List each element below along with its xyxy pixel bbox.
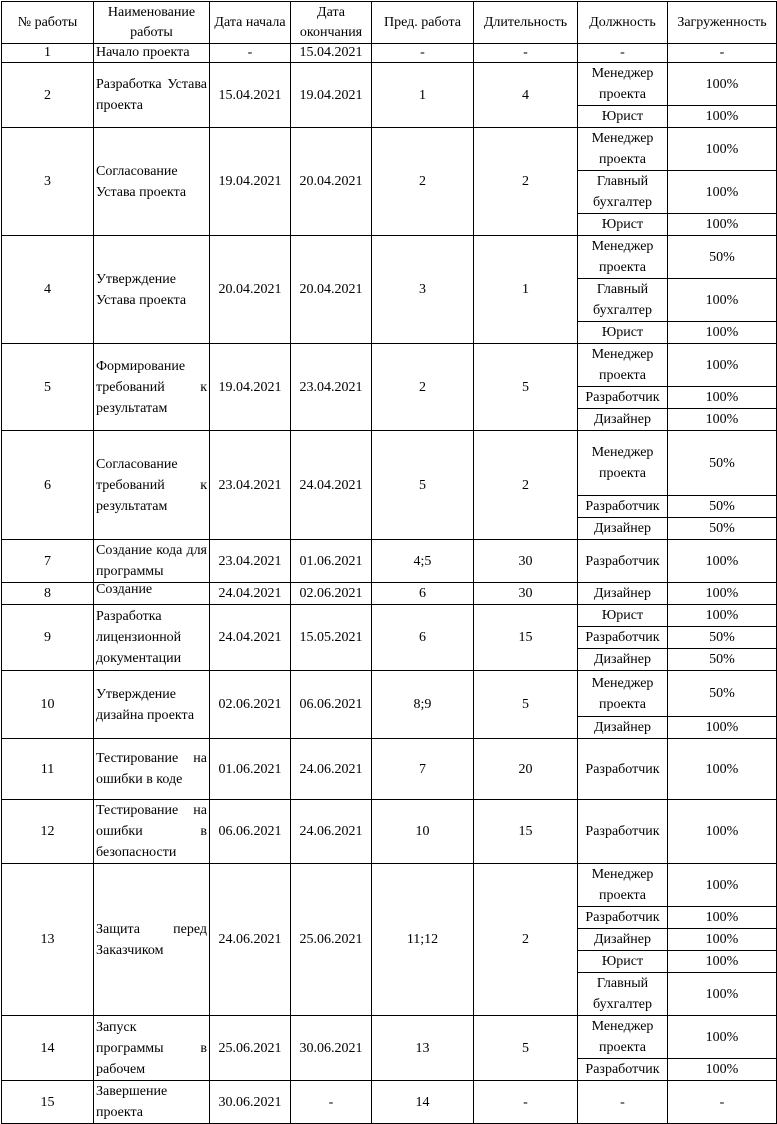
duration: -: [474, 44, 578, 63]
end-date: 19.04.2021: [291, 63, 372, 128]
end-date: 23.04.2021: [291, 344, 372, 431]
role: Менеджер проекта: [578, 236, 668, 279]
load: 100%: [668, 739, 777, 800]
start-date: 19.04.2021: [210, 128, 291, 236]
predecessor: 6: [372, 583, 474, 605]
role: Менеджер проекта: [578, 344, 668, 387]
duration: 5: [474, 344, 578, 431]
role: Менеджер проекта: [578, 864, 668, 907]
start-date: 30.06.2021: [210, 1081, 291, 1124]
end-date: 15.05.2021: [291, 605, 372, 671]
duration: 15: [474, 800, 578, 864]
header-row: [2, 2, 777, 44]
work-number: 2: [2, 63, 94, 128]
end-date: 02.06.2021: [291, 583, 372, 605]
role: Дизайнер: [578, 649, 668, 671]
load: 100%: [668, 128, 777, 171]
end-date: 24.06.2021: [291, 800, 372, 864]
role: -: [578, 1081, 668, 1124]
role: Юрист: [578, 106, 668, 128]
work-number: 4: [2, 236, 94, 344]
work-name: Завершение проекта: [94, 1081, 210, 1124]
role: Разработчик: [578, 800, 668, 864]
predecessor: 2: [372, 128, 474, 236]
predecessor: 11;12: [372, 864, 474, 1016]
table-row: [2, 800, 777, 864]
table-row: [2, 344, 777, 387]
load: 50%: [668, 671, 777, 717]
role: Разработчик: [578, 907, 668, 929]
load: 100%: [668, 800, 777, 864]
predecessor: 4;5: [372, 540, 474, 583]
predecessor: 6: [372, 605, 474, 671]
role: Главный бухгалтер: [578, 973, 668, 1016]
load: 50%: [668, 496, 777, 518]
work-name: Разработка Устава проекта: [94, 63, 210, 128]
header-role: Должность: [578, 2, 668, 44]
work-number: 10: [2, 671, 94, 739]
role: Юрист: [578, 214, 668, 236]
role: Разработчик: [578, 387, 668, 409]
load: 100%: [668, 929, 777, 951]
role: Дизайнер: [578, 583, 668, 605]
role: Дизайнер: [578, 518, 668, 540]
load: 100%: [668, 344, 777, 387]
header-pred: Пред. работа: [372, 2, 474, 44]
role: Менеджер проекта: [578, 431, 668, 496]
start-date: 06.06.2021: [210, 800, 291, 864]
header-num: № работы: [2, 2, 94, 44]
table-row: [2, 671, 777, 717]
work-number: 15: [2, 1081, 94, 1124]
work-name: Запуск программы в рабочем: [94, 1016, 210, 1081]
duration: 15: [474, 605, 578, 671]
table-row: [2, 605, 777, 627]
duration: 4: [474, 63, 578, 128]
work-number: 9: [2, 605, 94, 671]
table-row: [2, 63, 777, 106]
duration: -: [474, 1081, 578, 1124]
role: Разработчик: [578, 627, 668, 649]
work-number: 7: [2, 540, 94, 583]
role: Юрист: [578, 951, 668, 973]
load: 100%: [668, 409, 777, 431]
work-name: [94, 583, 210, 605]
load: 50%: [668, 649, 777, 671]
load: 50%: [668, 431, 777, 496]
load: -: [668, 44, 777, 63]
duration: 30: [474, 583, 578, 605]
predecessor: 14: [372, 1081, 474, 1124]
work-name: Создание кода для программы: [94, 540, 210, 583]
end-date: 15.04.2021: [291, 44, 372, 63]
role: Дизайнер: [578, 409, 668, 431]
end-date: 30.06.2021: [291, 1016, 372, 1081]
work-name: Разработка лицензионной документации: [94, 605, 210, 671]
role: Главный бухгалтер: [578, 171, 668, 214]
role: Менеджер проекта: [578, 671, 668, 717]
predecessor: 13: [372, 1016, 474, 1081]
work-name: Согласование Устава проекта: [94, 128, 210, 236]
work-name-text: Создание: [96, 583, 153, 597]
load: 100%: [668, 171, 777, 214]
end-date: 24.04.2021: [291, 431, 372, 540]
table-row: [2, 128, 777, 171]
role: Менеджер проекта: [578, 128, 668, 171]
duration: 2: [474, 431, 578, 540]
table-row: [2, 540, 777, 583]
load: 100%: [668, 279, 777, 322]
end-date: -: [291, 1081, 372, 1124]
table-row: [2, 1016, 777, 1059]
role: Менеджер проекта: [578, 1016, 668, 1059]
role: Дизайнер: [578, 929, 668, 951]
start-date: 15.04.2021: [210, 63, 291, 128]
table-row: [2, 864, 777, 907]
work-name: Тестирование на ошибки в коде: [94, 739, 210, 800]
work-number: 14: [2, 1016, 94, 1081]
table-row: [2, 44, 777, 63]
end-date: 25.06.2021: [291, 864, 372, 1016]
duration: 20: [474, 739, 578, 800]
role: Разработчик: [578, 540, 668, 583]
load: 100%: [668, 540, 777, 583]
header-load: Загруженность: [668, 2, 777, 44]
table-row: [2, 739, 777, 800]
predecessor: 3: [372, 236, 474, 344]
work-name: Начало проекта: [94, 44, 210, 63]
start-date: 19.04.2021: [210, 344, 291, 431]
end-date: 20.04.2021: [291, 128, 372, 236]
work-name: Защита перед Заказчиком: [94, 864, 210, 1016]
start-date: 24.04.2021: [210, 583, 291, 605]
end-date: 24.06.2021: [291, 739, 372, 800]
header-name: Наименование работы: [94, 2, 210, 44]
duration: 1: [474, 236, 578, 344]
work-number: 3: [2, 128, 94, 236]
table-row: [2, 431, 777, 496]
load: 100%: [668, 63, 777, 106]
predecessor: 8;9: [372, 671, 474, 739]
role: Дизайнер: [578, 717, 668, 739]
load: -: [668, 1081, 777, 1124]
table-row: [2, 1081, 777, 1124]
header-end: Дата окончания: [291, 2, 372, 44]
end-date: 01.06.2021: [291, 540, 372, 583]
table-body: [2, 44, 777, 1124]
work-number: 1: [2, 44, 94, 63]
load: 100%: [668, 605, 777, 627]
table-row: [2, 236, 777, 279]
role: Юрист: [578, 322, 668, 344]
start-date: 20.04.2021: [210, 236, 291, 344]
role: Разработчик: [578, 1059, 668, 1081]
start-date: 23.04.2021: [210, 540, 291, 583]
duration: 5: [474, 1016, 578, 1081]
role: Главный бухгалтер: [578, 279, 668, 322]
work-name: Тестирование на ошибки в безопасности: [94, 800, 210, 864]
load: 100%: [668, 583, 777, 605]
duration: 2: [474, 128, 578, 236]
start-date: 02.06.2021: [210, 671, 291, 739]
work-number: 5: [2, 344, 94, 431]
duration: 5: [474, 671, 578, 739]
role: Разработчик: [578, 496, 668, 518]
load: 50%: [668, 627, 777, 649]
predecessor: 5: [372, 431, 474, 540]
work-number: 13: [2, 864, 94, 1016]
header-start: Дата начала: [210, 2, 291, 44]
start-date: -: [210, 44, 291, 63]
predecessor: 7: [372, 739, 474, 800]
load: 100%: [668, 864, 777, 907]
load: 100%: [668, 907, 777, 929]
start-date: 25.06.2021: [210, 1016, 291, 1081]
work-schedule-table: [1, 1, 777, 1124]
load: 100%: [668, 1059, 777, 1081]
header-dur: Длительность: [474, 2, 578, 44]
predecessor: 10: [372, 800, 474, 864]
work-number: 8: [2, 583, 94, 605]
load: 100%: [668, 973, 777, 1016]
load: 100%: [668, 322, 777, 344]
load: 100%: [668, 717, 777, 739]
work-number: 11: [2, 739, 94, 800]
start-date: 23.04.2021: [210, 431, 291, 540]
load: 100%: [668, 1016, 777, 1059]
table-row: [2, 583, 777, 605]
role: Разработчик: [578, 739, 668, 800]
work-name: Формирование требований к результатам: [94, 344, 210, 431]
start-date: 01.06.2021: [210, 739, 291, 800]
end-date: 20.04.2021: [291, 236, 372, 344]
load: 100%: [668, 106, 777, 128]
work-number: 6: [2, 431, 94, 540]
end-date: 06.06.2021: [291, 671, 372, 739]
work-name: Утверждение дизайна проекта: [94, 671, 210, 739]
start-date: 24.04.2021: [210, 605, 291, 671]
predecessor: -: [372, 44, 474, 63]
load: 50%: [668, 518, 777, 540]
duration: 2: [474, 864, 578, 1016]
load: 100%: [668, 214, 777, 236]
role: Менеджер проекта: [578, 63, 668, 106]
work-name: Утверждение Устава проекта: [94, 236, 210, 344]
predecessor: 2: [372, 344, 474, 431]
start-date: 24.06.2021: [210, 864, 291, 1016]
load: 100%: [668, 951, 777, 973]
load: 100%: [668, 387, 777, 409]
work-number: 12: [2, 800, 94, 864]
predecessor: 1: [372, 63, 474, 128]
work-name: Согласование требований к результатам: [94, 431, 210, 540]
duration: 30: [474, 540, 578, 583]
role: -: [578, 44, 668, 63]
load: 50%: [668, 236, 777, 279]
role: Юрист: [578, 605, 668, 627]
